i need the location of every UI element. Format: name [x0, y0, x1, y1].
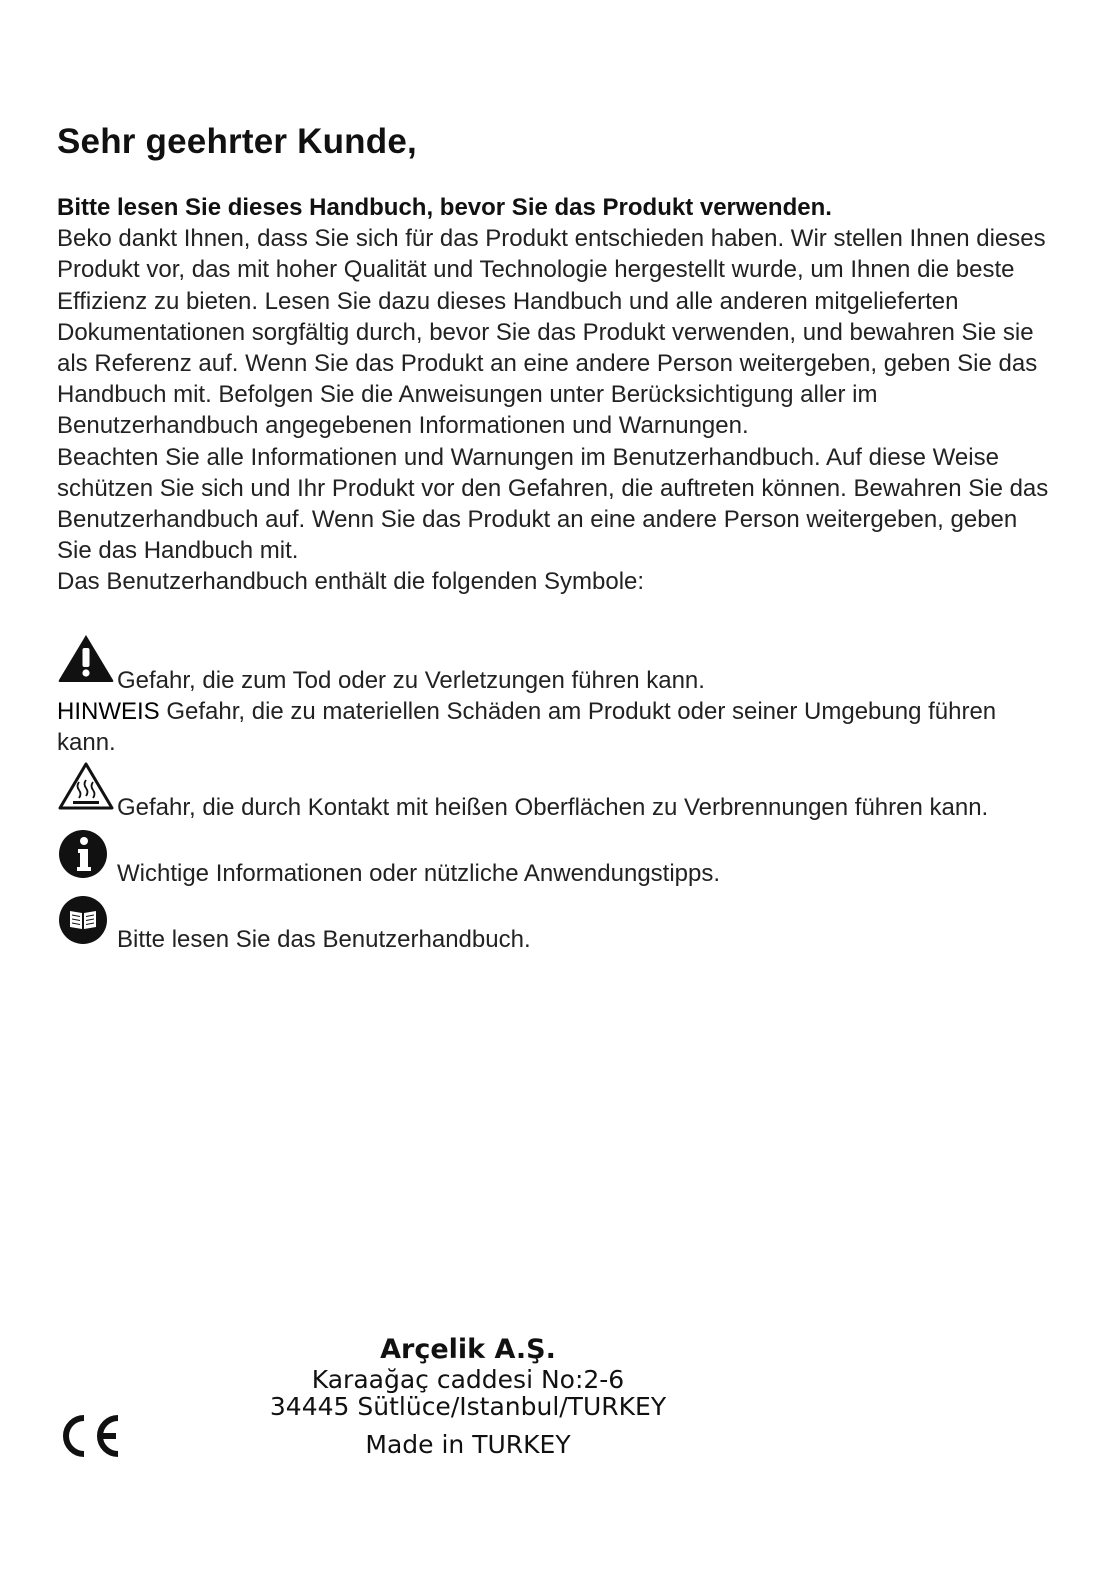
- notice-text: Gefahr, die zu materiellen Schäden am Produkt oder seiner Umgebung führen kann.: [57, 698, 997, 756]
- manual-book-icon: [57, 894, 109, 954]
- info-text: Wichtige Informationen oder nützliche Anwendungstipps.: [117, 860, 721, 887]
- manufacturer-info: [200, 1334, 736, 1460]
- manual-text: Bitte lesen Sie das Benutzerhandbuch.: [117, 926, 531, 953]
- intro-paragraph-1: Beko dankt Ihnen, dass Sie sich für das Produkt entschieden haben. Wir stellen Ihnen dieses Produkt vor, das mit hoher Qualität und Technologie hergestellt wurde, um Ihnen die beste Effizienz zu bieten. Lesen Sie dazu dieses Handbuch und alle anderen mitgelieferten Dokumentationen sorgfältig durch, bevor Sie das Produkt verwenden, und bewahren Sie sie als Referenz auf. Wenn Sie das Produkt an eine andere Person weitergeben, geben Sie das Handbuch mit. Befolgen Sie die Anweisungen unter Berücksichtigung aller im Benutzerhandbuch angegebenen Informationen und Warnungen.: [57, 225, 1046, 440]
- intro-lead: Bitte lesen Sie dieses Handbuch, bevor Sie das Produkt verwenden.: [57, 194, 832, 221]
- warning-triangle-icon: [57, 632, 115, 692]
- symbol-manual: [57, 894, 1097, 956]
- symbol-info: [57, 828, 1097, 890]
- address-line-2: 34445 Sütlüce/Istanbul/TURKEY: [269, 1392, 667, 1421]
- symbol-danger: [57, 632, 1097, 694]
- company-name: Arçelik A.Ş.: [380, 1334, 556, 1365]
- intro-paragraph-2: Beachten Sie alle Informationen und Warnungen im Benutzerhandbuch. Auf diese Weise schützen Sie sich und Ihr Produkt vor den Gefahren, die auftreten können. Bewahren Sie das Benutzerhandbuch auf. Wenn Sie das Produkt an eine andere Person weitergeben, geben Sie das Handbuch mit.: [57, 443, 1049, 565]
- symbol-notice: [57, 696, 1017, 758]
- symbol-hot-surface: [57, 760, 1097, 822]
- greeting-heading: Sehr geehrter Kunde,: [57, 122, 417, 161]
- made-in-label: Made in TURKEY: [365, 1430, 571, 1459]
- info-icon: [57, 828, 109, 888]
- hot-surface-icon: [57, 760, 115, 820]
- ce-mark-icon: [56, 1412, 122, 1465]
- intro-section: [57, 192, 1057, 598]
- hot-surface-text: Gefahr, die durch Kontakt mit heißen Oberflächen zu Verbrennungen führen kann.: [117, 794, 989, 821]
- intro-paragraph-3: Das Benutzerhandbuch enthält die folgenden Symbole:: [57, 568, 645, 596]
- danger-text: Gefahr, die zum Tod oder zu Verletzungen führen kann.: [117, 667, 705, 694]
- notice-keyword: HINWEIS: [57, 698, 160, 725]
- address-line-1: Karaağaç caddesi No:2-6: [311, 1365, 625, 1394]
